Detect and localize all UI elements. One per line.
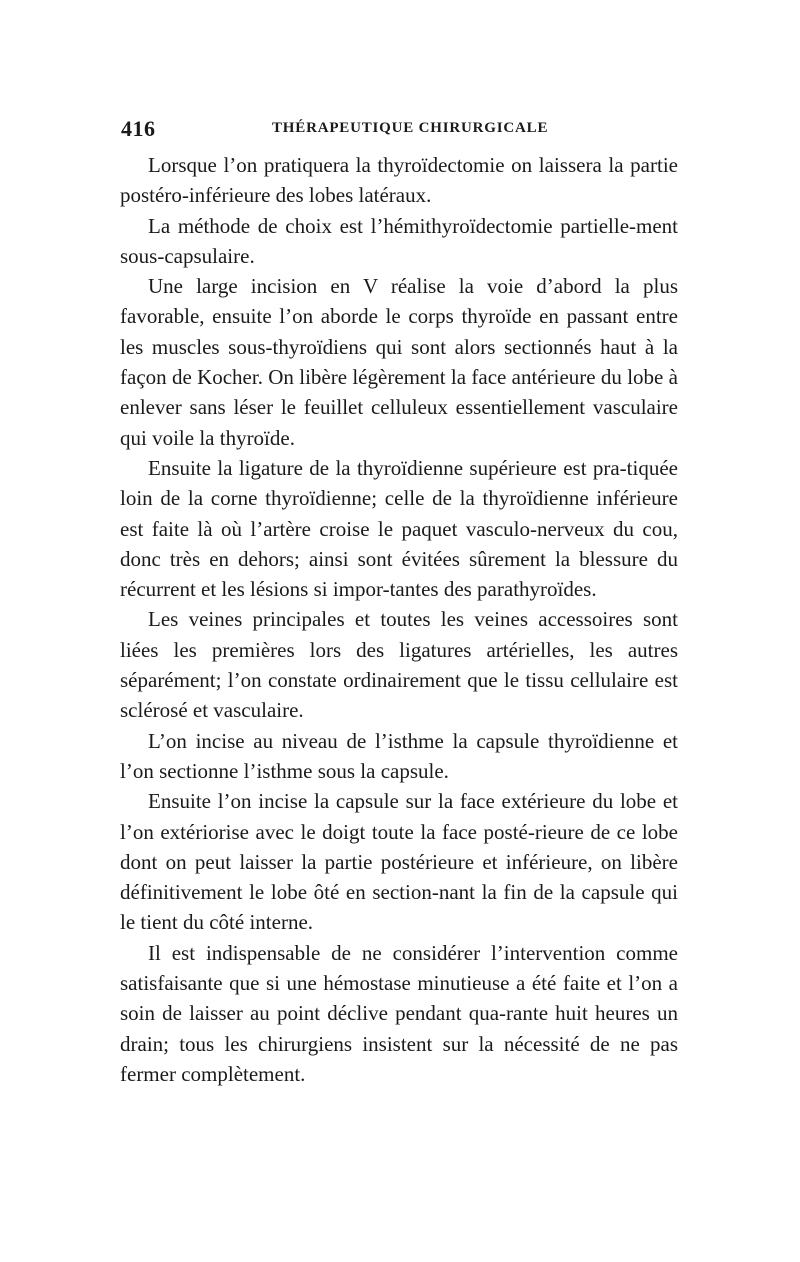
body-text [120, 150, 678, 1089]
paragraph: Une large incision en V réalise la voie d’abord la plus favorable, ensuite l’on aborde le corps thyroïde en passant entre les muscles sous-thyroïdiens qui sont alors sectionnés haut à la façon de Kocher. On libère légèrement la face antérieure du lobe à enlever sans léser le feuillet celluleux essentiellement vasculaire qui voile la thyroïde. [120, 274, 678, 450]
page-number: 416 [121, 116, 156, 141]
running-title: THÉRAPEUTIQUE CHIRURGICALE [272, 120, 549, 136]
paragraph: Il est indispensable de ne considérer l’intervention comme satisfaisante que si une hémostase minutieuse a été faite et l’on a soin de laisser au point déclive pendant qua-rante huit heures un drain; tous les chirurgiens insistent sur la nécessité de ne pas fermer complètement. [120, 940, 678, 1086]
paragraph: Les veines principales et toutes les veines accessoires sont liées les premières lors des ligatures artérielles, les autres séparément; l’on constate ordinairement que le tissu cellulaire est sclérosé et vasculaire. [120, 607, 678, 723]
paragraph: L’on incise au niveau de l’isthme la capsule thyroïdienne et l’on sectionne l’isthme sous la capsule. [120, 728, 678, 783]
paragraph: Lorsque l’on pratiquera la thyroïdectomie on laissera la partie postéro-inférieure des lobes latéraux. [120, 153, 678, 208]
paragraph: Ensuite la ligature de la thyroïdienne supérieure est pra-tiquée loin de la corne thyroïdienne; celle de la thyroïdienne inférieure est faite là où l’artère croise le paquet vasculo-nerveux du cou, donc très en dehors; ainsi sont évitées sûrement la blessure du récurrent et les lésions si impor-tantes des parathyroïdes. [120, 455, 678, 602]
paragraph: La méthode de choix est l’hémithyroïdectomie partielle-ment sous-capsulaire. [120, 213, 678, 268]
paragraph: Ensuite l’on incise la capsule sur la face extérieure du lobe et l’on extériorise avec le doigt toute la face posté-rieure de ce lobe dont on peut laisser la partie postérieure et inférieure, on libère définitivement le lobe ôté en section-nant la fin de la capsule qui le tient du côté interne. [120, 789, 678, 935]
